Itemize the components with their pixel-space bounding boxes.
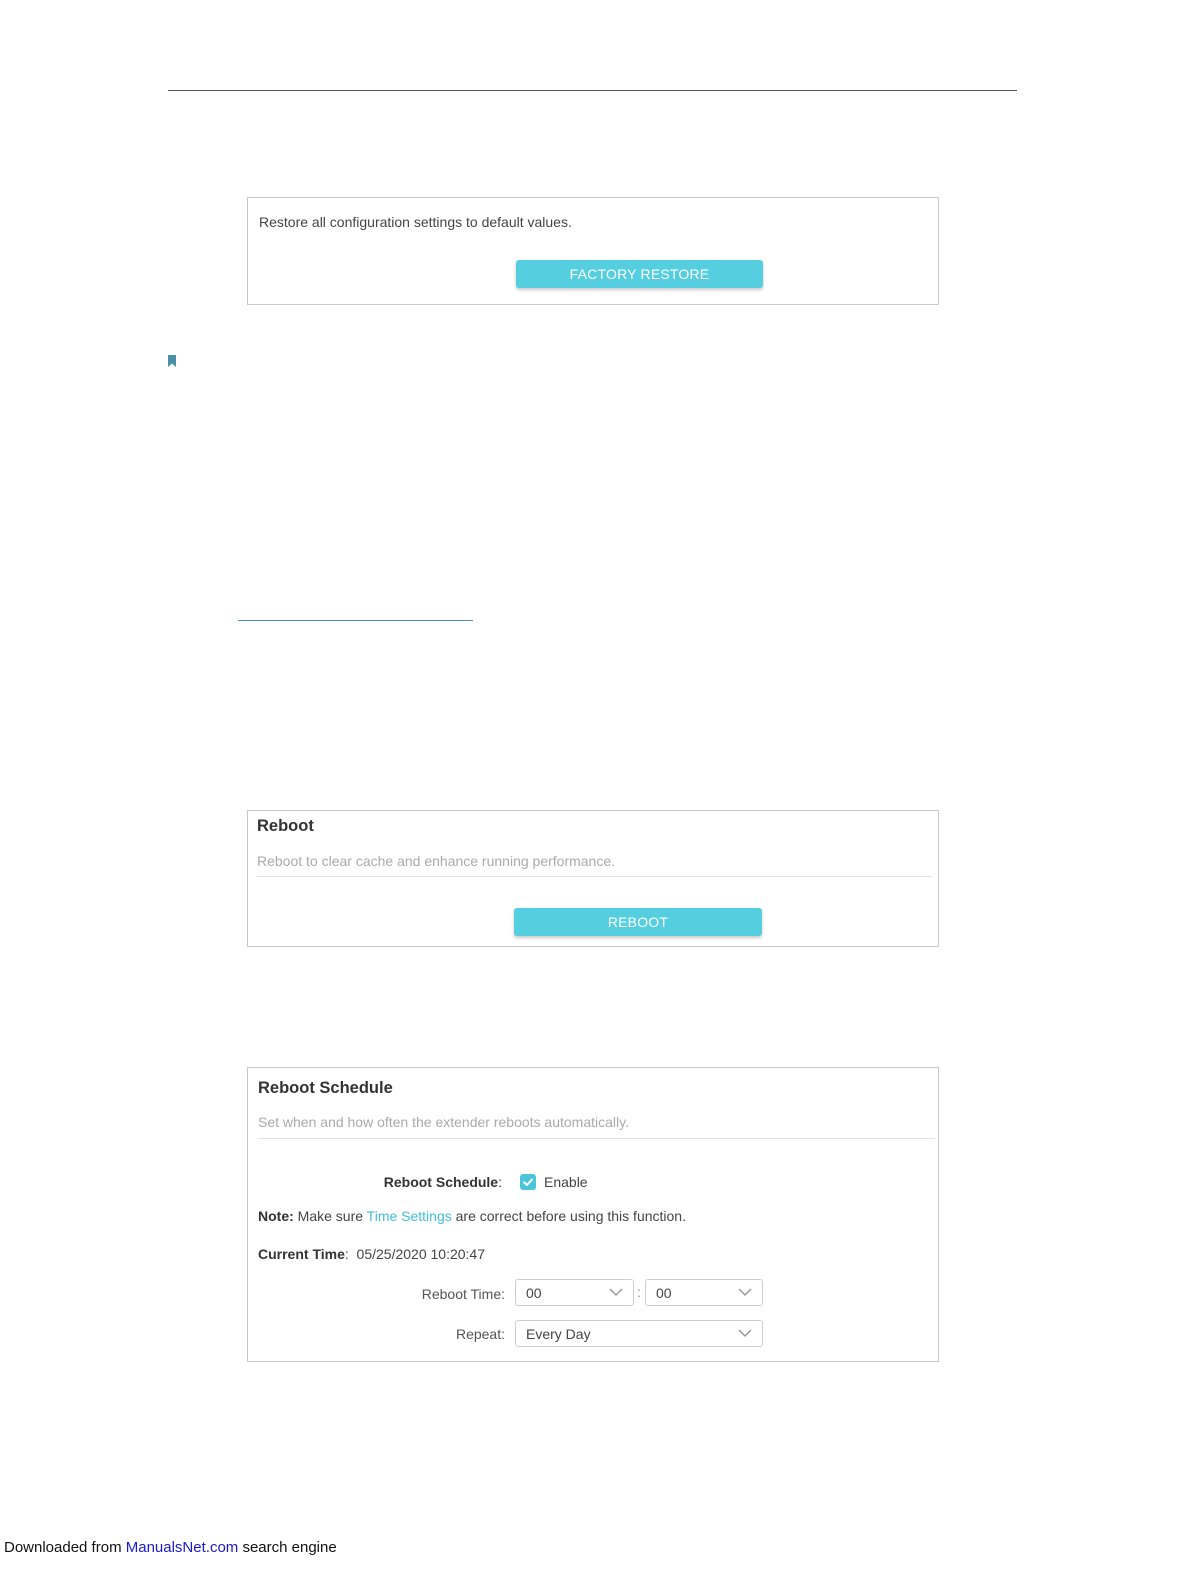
check-icon [520, 1174, 536, 1190]
time-separator: : [637, 1284, 641, 1300]
time-settings-link[interactable]: Time Settings [366, 1208, 452, 1224]
factory-restore-button[interactable]: FACTORY RESTORE [516, 260, 763, 288]
reboot-schedule-divider [258, 1138, 935, 1139]
reboot-schedule-description: Set when and how often the extender reboots automatically. [258, 1114, 629, 1130]
footer-prefix: Downloaded from [4, 1539, 122, 1556]
current-time-label: Current Time [258, 1246, 345, 1262]
reboot-time-label: Reboot Time: [421, 1286, 505, 1302]
reboot-panel [247, 810, 939, 947]
reboot-minute-value: 00 [656, 1285, 672, 1301]
note-prefix: Note: [258, 1208, 294, 1224]
chevron-down-icon [738, 1328, 752, 1338]
repeat-select[interactable] [515, 1320, 763, 1347]
repeat-label: Repeat: [455, 1326, 505, 1342]
reboot-hour-value: 00 [526, 1285, 542, 1301]
enable-label: Enable [544, 1174, 588, 1190]
reboot-button[interactable]: REBOOT [514, 908, 762, 936]
chevron-down-icon [609, 1287, 623, 1297]
reboot-hour-select[interactable] [515, 1279, 634, 1306]
reboot-panel-title: Reboot [257, 817, 314, 835]
current-time-value: 05/25/2020 10:20:47 [356, 1246, 486, 1262]
footer-line [4, 1539, 337, 1556]
bookmark-icon [168, 355, 176, 367]
reboot-minute-select[interactable] [645, 1279, 763, 1306]
note-text-before: Make sure [297, 1208, 364, 1224]
chevron-down-icon [738, 1287, 752, 1297]
reboot-schedule-panel [247, 1067, 939, 1362]
reboot-panel-divider [257, 876, 933, 877]
reboot-panel-description: Reboot to clear cache and enhance running performance. [257, 853, 616, 869]
link-underline [238, 620, 473, 621]
repeat-value: Every Day [526, 1326, 591, 1342]
reboot-schedule-title: Reboot Schedule [258, 1079, 393, 1097]
note-line [258, 1208, 686, 1224]
current-time-row: Current Time: 05/25/2020 10:20:47 [258, 1246, 486, 1262]
footer-suffix: search engine [242, 1539, 337, 1556]
factory-restore-panel [247, 197, 939, 305]
header-rule [168, 90, 1017, 91]
factory-restore-description: Restore all configuration settings to default values. [259, 214, 572, 230]
manualsnet-link[interactable]: ManualsNet.com [125, 1539, 239, 1556]
enable-checkbox[interactable] [520, 1174, 536, 1190]
reboot-schedule-label: Reboot Schedule: [383, 1174, 502, 1190]
note-text-after: are correct before using this function. [455, 1208, 686, 1224]
